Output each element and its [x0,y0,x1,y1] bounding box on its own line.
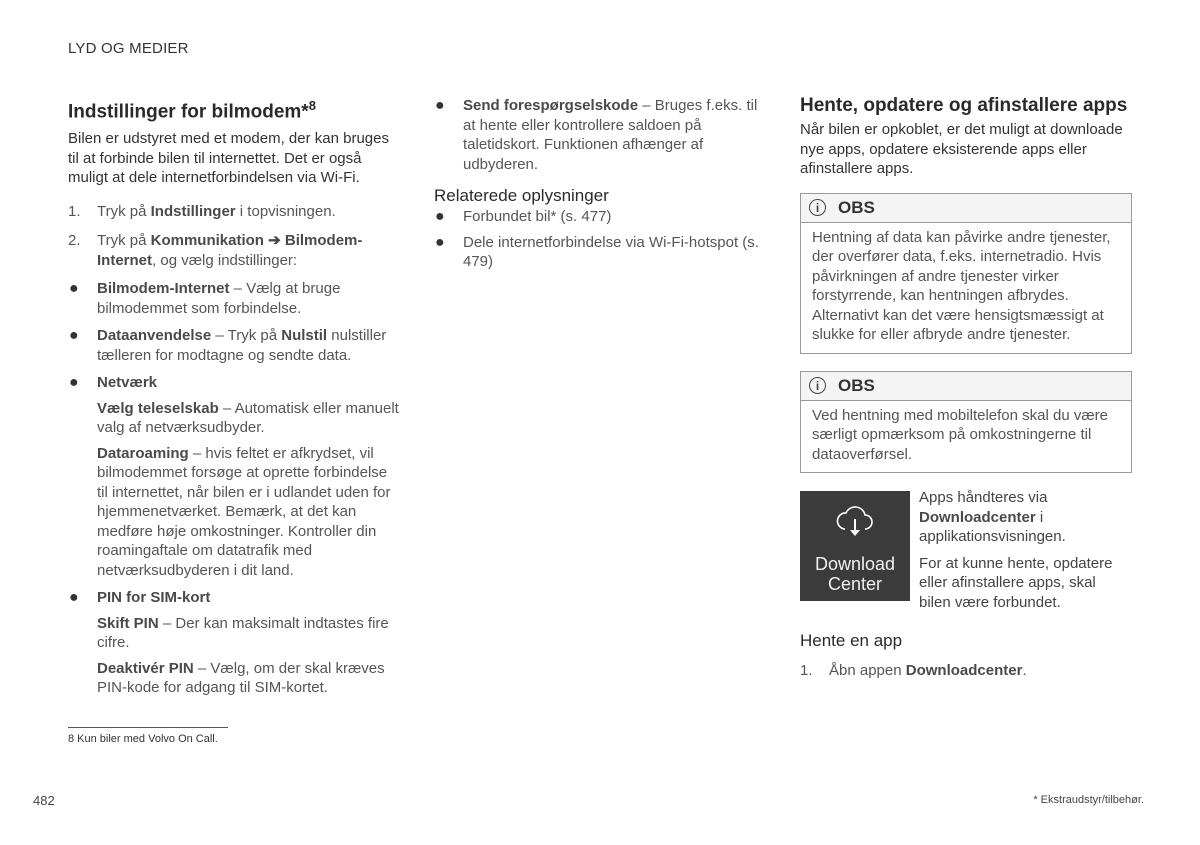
footnote: 8 Kun biler med Volvo On Call. [68,733,218,745]
step-item: 1. Tryk på Indstillinger i topvisningen. [68,202,336,220]
apps-intro: Når bilen er opkoblet, er det muligt at downloade nye apps, opdatere eksisterende apps eller afinstallere apps. [800,121,1123,177]
sub-item: Deaktivér PIN – Vælg, om der skal kræves PIN-kode for adgang til SIM-kortet. [97,659,385,697]
column-bilmodem [68,95,400,698]
info-icon: i [809,377,826,394]
download-center-description: Apps håndteres via Downloadcenter i applikationsvisningen. For at kunne hente, opdatere eller afinstallere apps, skal bilen være forbundet. [919,489,1113,611]
bullet-item: ● PIN for SIM-kort [69,589,211,607]
bullet-icon: ● [69,327,79,345]
step-item: 1. Åbn appen Downloadcenter. [800,662,1027,679]
sub-item: Vælg teleselskab – Automatisk eller manuelt valg af netværksudbyder. [97,399,399,437]
footnote-divider [68,727,228,728]
obs-text: Hentning af data kan påvirke andre tjenester, der overfører data, f.eks. internetradio. Hvis påvirkningen af andre tjenester virker forstyrrende, kan hentningen afbrydes. Alternativt kan det være hensigtsmæssigt at slukke for eller afbryde andre tjenester. [812,228,1111,343]
bullet-icon: ● [435,208,445,225]
column-related [434,95,766,272]
info-icon: i [809,199,826,216]
bullet-item: ● Netværk [69,374,158,392]
bullet-item: ● Dataanvendelse – Tryk på Nulstil nulstiller tælleren for modtagne og sendte data. [69,327,387,364]
bullet-icon: ● [435,97,445,114]
sub-item: Skift PIN – Der kan maksimalt indtastes fire cifre. [97,614,389,652]
bullet-icon: ● [435,233,445,251]
section-header: LYD OG MEDIER [68,40,189,57]
obs-header: i OBS [801,194,1131,223]
page-number: 482 [33,793,55,808]
footnote-ref[interactable]: 8 [308,98,316,113]
related-link[interactable]: ● Dele internetforbindelse via Wi-Fi-hotspot (s. 479) [435,233,759,270]
obs-text: Ved hentning med mobiltelefon skal du være særligt opmærksom på omkostningerne til dataoverførsel. [812,406,1109,463]
intro-text: Bilen er udstyret med et modem, der kan bruges til at forbinde bilen til internettet. Det er også muligt at dele internetforbindelsen via Wi-Fi. [68,130,389,187]
bullet-item: ● Send forespørgselskode – Bruges f.eks. til at hente eller kontrollere saldoen på taletidskort. Funktionen afhænger af udbyderen. [435,97,758,173]
footer-note: * Ekstraudstyr/tilbehør. [1033,794,1144,806]
step-item: 2. Tryk på Kommunikation ➔ Bilmodem-Internet, og vælg indstillinger: [68,232,363,269]
download-center-label: Download Center [814,554,896,594]
cloud-download-icon [835,505,875,539]
related-link[interactable]: ● Forbundet bil* (s. 477) [435,208,612,225]
bullet-icon: ● [69,280,79,298]
sub-item: Dataroaming – hvis feltet er afkrydset, vil bilmodemmet forsøge at oprette forbindelse til internettet, når bilen er i udlandet uden for hjemmenetværket. Bemærk, at det kan medføre høje omkostninger. Kontroller din roamingaftale om datatrafik med netværksudbyderen i dit land. [97,444,391,579]
heading-apps: Hente, opdatere og afinstallere apps [800,95,1128,116]
obs-box [800,371,1132,474]
download-center-tile[interactable] [800,491,910,601]
bullet-icon: ● [69,374,79,392]
download-center-block [800,491,1132,612]
obs-header: i OBS [801,372,1131,401]
obs-box [800,193,1132,354]
heading-bilmodem: Indstillinger for bilmodem*$^8$ [68,98,316,123]
column-apps [800,95,1132,681]
bullet-icon: ● [69,589,79,607]
bullet-item: ● Bilmodem-Internet – Vælg at bruge bilmodemmet som forbindelse. [69,280,341,317]
heading-hente-app: Hente en app [800,631,903,650]
heading-related: Relaterede oplysninger [434,186,609,205]
